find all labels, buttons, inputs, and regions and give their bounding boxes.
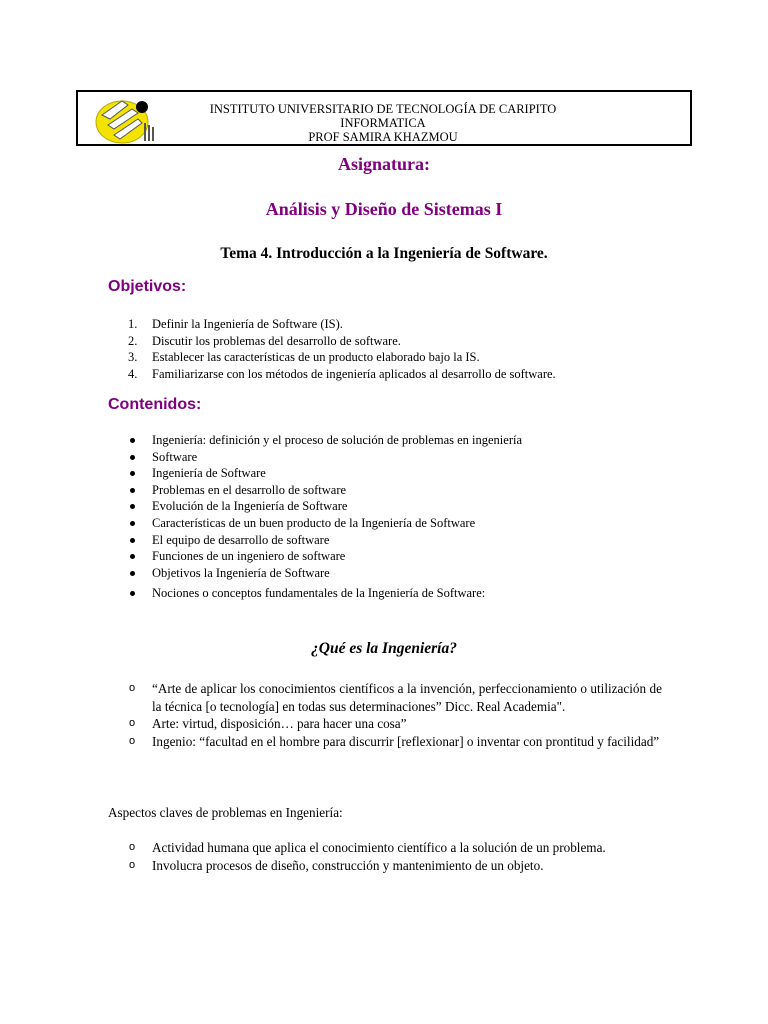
list-item: 2. Discutir los problemas del desarrollo de software. (128, 333, 401, 348)
list-item: o “Arte de aplicar los conocimientos científicos a la invención, perfeccionamiento o utilización de la técnica [o tecnología] en todas sus determinaciones” Dicc. Real Academia". (129, 681, 662, 714)
circle-bullet-icon: o (129, 734, 136, 747)
list-item: o Actividad humana que aplica el conocimiento científico a la solución de un problema. (129, 840, 606, 855)
list-item: 3. Establecer las características de un producto elaborado bajo la IS. (128, 350, 480, 364)
bullet-icon (130, 554, 135, 559)
list-item: o Arte: virtud, disposición… para hacer una cosa” (129, 716, 407, 731)
objectives-heading: Objetivos: (108, 278, 187, 295)
bullet-icon (130, 521, 135, 526)
circle-bullet-icon: o (129, 682, 136, 694)
bullet-icon (130, 591, 135, 596)
bullet-icon (130, 471, 135, 476)
list-item: 4. Familiarizarse con los métodos de ingeniería aplicados al desarrollo de software. (128, 366, 556, 381)
bullet-icon (130, 538, 135, 543)
circle-bullet-icon: o (129, 717, 136, 729)
list-item: o Involucra procesos de diseño, construcción y mantenimiento de un objeto. (129, 857, 544, 873)
institute-name: INSTITUTO UNIVERSITARIO DE TECNOLOGÍA DE CARIPITO (209, 102, 557, 116)
definitions-list (108, 680, 662, 750)
institute-logo-icon (92, 95, 160, 145)
bullet-icon (130, 488, 135, 493)
objectives-list (108, 316, 668, 382)
list-item: Software (108, 449, 668, 466)
department-name: INFORMATICA (340, 116, 426, 130)
bullet-icon (130, 571, 135, 576)
contents-list (108, 432, 668, 602)
section-question: ¿Qué es la Ingeniería? (311, 640, 457, 657)
aspects-list (108, 839, 662, 874)
list-item: o Ingenio: “facultad en el hombre para discurrir [reflexionar] o inventar con prontitud y facilidad” (129, 733, 660, 749)
list-item: El equipo de desarrollo de software (108, 532, 668, 549)
circle-bullet-icon: o (129, 841, 136, 853)
contents-heading: Contenidos: (108, 396, 202, 413)
list-item: Problemas en el desarrollo de software (108, 482, 668, 499)
topic-title: Tema 4. Introducción a la Ingeniería de Software. (220, 245, 548, 262)
professor-name: PROF SAMIRA KHAZMOU (308, 130, 458, 144)
list-item: Ingeniería de Software (108, 465, 668, 482)
list-item: Ingeniería: definición y el proceso de solución de problemas en ingeniería (108, 432, 668, 449)
bullet-icon (130, 438, 135, 443)
bullet-icon (130, 504, 135, 509)
header-box (76, 90, 692, 146)
list-item: Objetivos la Ingeniería de Software (108, 565, 668, 582)
list-item: Evolución de la Ingeniería de Software (108, 498, 668, 515)
list-item: 1. Definir la Ingeniería de Software (IS). (128, 317, 343, 331)
header-text (178, 102, 588, 144)
subject-name: Análisis y Diseño de Sistemas I (265, 199, 503, 219)
bullet-icon (130, 455, 135, 460)
list-item: Nociones o conceptos fundamentales de la Ingeniería de Software: (108, 585, 668, 602)
list-item: Funciones de un ingeniero de software (108, 548, 668, 565)
list-item: Características de un buen producto de la Ingeniería de Software (108, 515, 668, 532)
circle-bullet-icon: o (129, 858, 136, 871)
aspects-intro: Aspectos claves de problemas en Ingeniería: (108, 805, 343, 820)
subject-label: Asignatura: (337, 154, 430, 174)
